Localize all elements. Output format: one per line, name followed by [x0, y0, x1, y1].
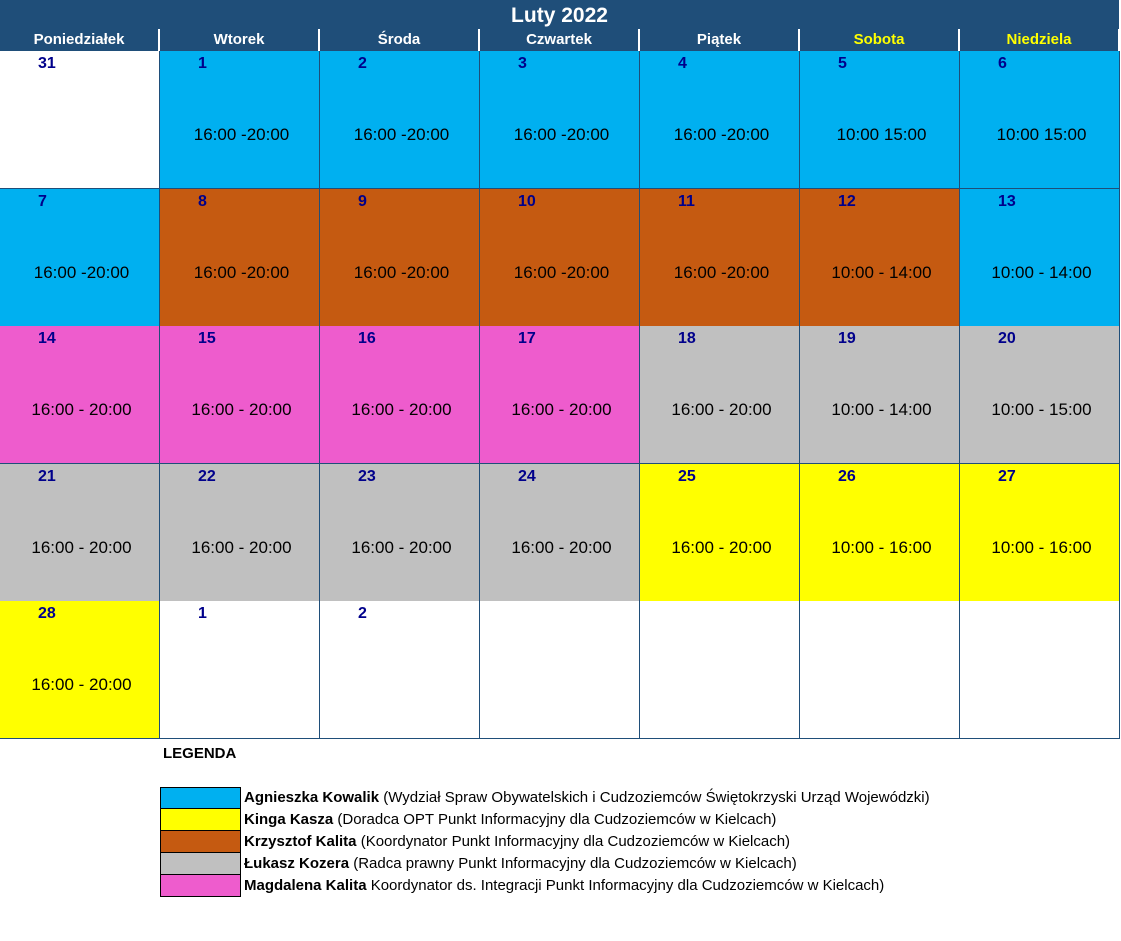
duty-hours: 10:00 15:00 — [996, 125, 1087, 144]
day-number: 9 — [358, 193, 367, 210]
legend-person-name: Krzysztof Kalita — [244, 833, 357, 850]
day-number: 2 — [358, 55, 367, 72]
legend-title: LEGENDA — [163, 745, 237, 762]
day-number: 12 — [838, 193, 856, 210]
calendar-day-cell — [800, 326, 960, 464]
duty-hours: 10:00 - 14:00 — [991, 263, 1092, 282]
day-number: 5 — [838, 55, 847, 72]
calendar-day-cell — [0, 464, 160, 602]
day-number: 14 — [38, 330, 56, 347]
calendar-day-cell — [480, 326, 640, 464]
weekday-header-wednesday: Środa — [320, 29, 479, 51]
calendar-day-cell — [640, 326, 800, 464]
legend-person-name: Łukasz Kozera — [244, 855, 350, 872]
duty-hours: 16:00 -20:00 — [673, 263, 770, 282]
day-number: 3 — [518, 55, 527, 72]
calendar-day-cell — [480, 464, 640, 602]
legend-color-swatch — [160, 853, 241, 875]
weekday-header-tuesday: Wtorek — [160, 29, 319, 51]
day-number: 8 — [198, 193, 207, 210]
legend-text — [244, 833, 790, 850]
duty-hours: 16:00 -20:00 — [353, 125, 450, 144]
duty-hours: 16:00 - 20:00 — [511, 538, 612, 557]
calendar-day-cell — [160, 189, 320, 327]
legend-text — [244, 877, 884, 894]
legend-person-role: (Doradca OPT Punkt Informacyjny dla Cudzoziemców w Kielcach) — [333, 811, 777, 828]
legend-text — [244, 811, 776, 828]
duty-hours: 16:00 -20:00 — [193, 263, 290, 282]
legend-color-swatch — [160, 787, 241, 809]
calendar-day-cell — [960, 464, 1120, 602]
legend-person-role: (Radca prawny Punkt Informacyjny dla Cudzoziemców w Kielcach) — [349, 855, 797, 872]
calendar-day-cell — [960, 51, 1120, 189]
legend-person-name: Kinga Kasza — [244, 811, 334, 828]
calendar-day-cell — [160, 464, 320, 602]
day-number: 16 — [358, 330, 376, 347]
calendar-day-cell — [320, 51, 480, 189]
calendar-day-cell — [960, 326, 1120, 464]
legend-color-swatch — [160, 809, 241, 831]
weekday-header-sunday: Niedziela — [960, 29, 1119, 51]
duty-hours: 16:00 - 20:00 — [351, 538, 452, 557]
calendar-day-cell — [800, 51, 960, 189]
calendar-title: Luty 2022 — [0, 0, 1119, 29]
weekday-header-saturday: Sobota — [800, 29, 959, 51]
calendar-day-cell — [480, 51, 640, 189]
day-number: 2 — [358, 605, 367, 622]
day-number: 28 — [38, 605, 56, 622]
day-number: 6 — [998, 55, 1007, 72]
duty-hours: 16:00 - 20:00 — [671, 538, 772, 557]
duty-hours: 16:00 - 20:00 — [191, 538, 292, 557]
duty-hours: 16:00 -20:00 — [513, 263, 610, 282]
day-number: 22 — [198, 468, 216, 485]
duty-hours: 16:00 -20:00 — [33, 263, 130, 282]
day-number: 17 — [518, 330, 536, 347]
duty-hours: 10:00 - 16:00 — [831, 538, 932, 557]
legend-person-name: Agnieszka Kowalik — [244, 789, 380, 806]
calendar-day-cell — [480, 189, 640, 327]
calendar-day-cell — [640, 601, 800, 739]
duty-hours: 16:00 - 20:00 — [671, 400, 772, 419]
calendar-day-cell — [320, 326, 480, 464]
day-number: 31 — [38, 55, 56, 72]
calendar-day-cell — [960, 189, 1120, 327]
duty-hours: 16:00 - 20:00 — [511, 400, 612, 419]
legend-person-role: (Wydział Spraw Obywatelskich i Cudzoziemców Świętokrzyski Urząd Wojewódzki) — [379, 789, 930, 806]
calendar-day-cell — [640, 464, 800, 602]
calendar-day-cell — [0, 326, 160, 464]
legend-person-role: Koordynator ds. Integracji Punkt Informacyjny dla Cudzoziemców w Kielcach) — [366, 877, 885, 894]
duty-hours: 16:00 -20:00 — [673, 125, 770, 144]
day-number: 10 — [518, 193, 536, 210]
weekday-header-friday: Piątek — [640, 29, 799, 51]
duty-hours: 10:00 - 15:00 — [991, 400, 1092, 419]
calendar-day-cell — [640, 189, 800, 327]
calendar-day-cell — [0, 601, 160, 739]
calendar-day-cell — [0, 189, 160, 327]
calendar-grid — [0, 51, 1121, 743]
duty-hours: 10:00 - 14:00 — [831, 263, 932, 282]
day-number: 21 — [38, 468, 56, 485]
calendar-day-cell — [800, 189, 960, 327]
duty-hours: 10:00 - 16:00 — [991, 538, 1092, 557]
calendar-day-cell — [160, 51, 320, 189]
legend-text — [244, 855, 797, 872]
duty-hours: 16:00 - 20:00 — [351, 400, 452, 419]
day-number: 4 — [678, 55, 687, 72]
day-number: 13 — [998, 193, 1016, 210]
day-number: 19 — [838, 330, 856, 347]
calendar-day-cell — [0, 51, 160, 189]
duty-hours: 16:00 -20:00 — [513, 125, 610, 144]
legend-color-swatch — [160, 831, 241, 853]
day-number: 15 — [198, 330, 216, 347]
day-number: 23 — [358, 468, 376, 485]
duty-hours: 16:00 -20:00 — [353, 263, 450, 282]
legend-person-name: Magdalena Kalita — [244, 877, 367, 894]
calendar-day-cell — [960, 601, 1120, 739]
legend-person-role: (Koordynator Punkt Informacyjny dla Cudzoziemców w Kielcach) — [356, 833, 791, 850]
duty-hours: 16:00 - 20:00 — [31, 675, 132, 694]
duty-hours: 16:00 -20:00 — [193, 125, 290, 144]
calendar-day-cell — [160, 326, 320, 464]
day-number: 26 — [838, 468, 856, 485]
weekday-header-thursday: Czwartek — [480, 29, 639, 51]
calendar-day-cell — [800, 464, 960, 602]
day-number: 27 — [998, 468, 1016, 485]
calendar-day-cell — [320, 601, 480, 739]
duty-hours: 10:00 - 14:00 — [831, 400, 932, 419]
day-number: 18 — [678, 330, 696, 347]
calendar-day-cell — [320, 189, 480, 327]
legend-text — [244, 789, 930, 806]
weekday-header-monday: Poniedziałek — [0, 29, 159, 51]
day-number: 11 — [678, 193, 695, 210]
day-number: 1 — [198, 55, 207, 72]
calendar-day-cell — [320, 464, 480, 602]
weekday-header-row — [0, 29, 1121, 51]
duty-hours: 10:00 15:00 — [836, 125, 927, 144]
day-number: 20 — [998, 330, 1016, 347]
day-number: 7 — [38, 193, 47, 210]
duty-hours: 16:00 - 20:00 — [31, 538, 132, 557]
duty-hours: 16:00 - 20:00 — [191, 400, 292, 419]
day-number: 25 — [678, 468, 696, 485]
calendar-day-cell — [160, 601, 320, 739]
legend-color-swatch — [160, 875, 241, 897]
calendar-day-cell — [800, 601, 960, 739]
calendar-day-cell — [480, 601, 640, 739]
duty-hours: 16:00 - 20:00 — [31, 400, 132, 419]
day-number: 24 — [518, 468, 536, 485]
calendar-day-cell — [640, 51, 800, 189]
day-number: 1 — [198, 605, 207, 622]
